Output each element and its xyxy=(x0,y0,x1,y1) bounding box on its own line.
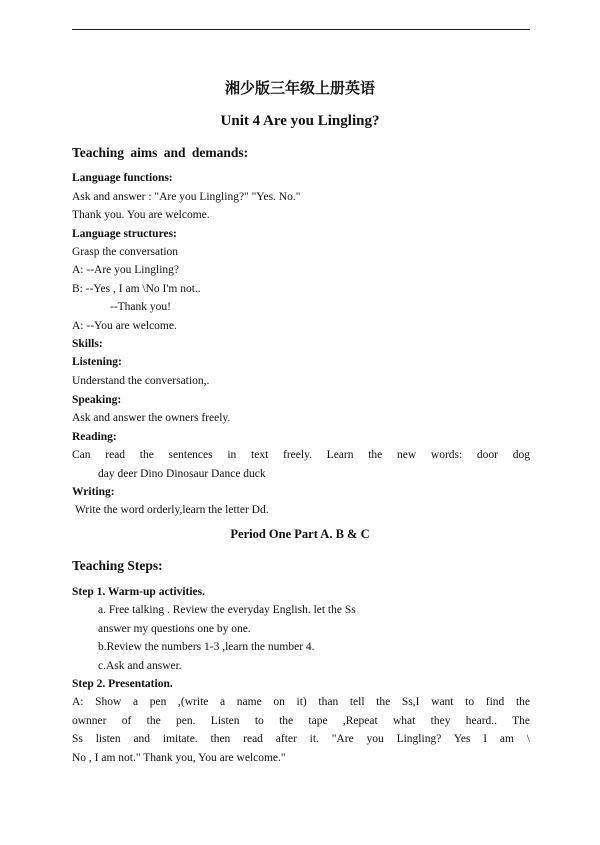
language-structures-label: Language structures: xyxy=(72,228,177,240)
header-rule xyxy=(72,29,530,30)
dialog-line-b1: B: --Yes , I am \No I'm not.. xyxy=(72,283,201,295)
step-2-line-2: ownner of the pen. Listen to the tape ,Repeat what they heard.. The xyxy=(72,715,530,727)
step-2-line-4: No , I am not." Thank you, You are welcome." xyxy=(72,752,286,764)
writing-label: Writing: xyxy=(72,486,115,498)
reading-line-1: Can read the sentences in text freely. Learn the new words: door dog xyxy=(72,449,530,461)
step-1-c: c.Ask and answer. xyxy=(98,660,182,672)
reading-label: Reading: xyxy=(72,431,117,443)
dialog-line-a1: A: --Are you Lingling? xyxy=(72,264,179,276)
dialog-line-a2: A: --You are welcome. xyxy=(72,320,177,332)
language-structures-line-1: Grasp the conversation xyxy=(72,246,179,258)
reading-line-2: day deer Dino Dinosaur Dance duck xyxy=(98,468,266,480)
step-2-line-3: Ss listen and imitate. then read after it. "Are you Lingling? Yes I am \ xyxy=(72,733,530,745)
language-functions-label: Language functions: xyxy=(72,172,173,184)
unit-title: Unit 4 Are you Lingling? xyxy=(220,113,380,129)
language-functions-line-1: Ask and answer : "Are you Lingling?" "Yes. No." xyxy=(72,191,301,203)
writing-text: Write the word orderly,learn the letter Dd. xyxy=(75,504,269,516)
step-2-label: Step 2. Presentation. xyxy=(72,678,173,690)
language-functions-line-2: Thank you. You are welcome. xyxy=(72,209,210,221)
step-1-label: Step 1. Warm-up activities. xyxy=(72,586,205,598)
dialog-line-b2: --Thank you! xyxy=(110,301,171,313)
listening-label: Listening: xyxy=(72,356,122,368)
period-heading: Period One Part A. B & C xyxy=(230,527,370,541)
steps-heading: Teaching Steps: xyxy=(72,558,163,573)
document-title-chinese: 湘少版三年级上册英语 xyxy=(224,81,375,97)
aims-heading: Teaching aims and demands: xyxy=(72,145,249,160)
skills-label: Skills: xyxy=(72,338,103,350)
speaking-text: Ask and answer the owners freely. xyxy=(72,412,231,424)
step-1-b: b.Review the numbers 1-3 ,learn the number 4. xyxy=(98,641,315,653)
listening-text: Understand the conversation,. xyxy=(72,375,210,387)
step-1-a-line-2: answer my questions one by one. xyxy=(98,623,251,635)
step-1-a-line-1: a. Free talking . Review the everyday English. let the Ss xyxy=(98,604,356,616)
speaking-label: Speaking: xyxy=(72,394,122,406)
step-2-line-1: A: Show a pen ,(write a name on it) than tell the Ss,I want to find the xyxy=(72,696,530,708)
